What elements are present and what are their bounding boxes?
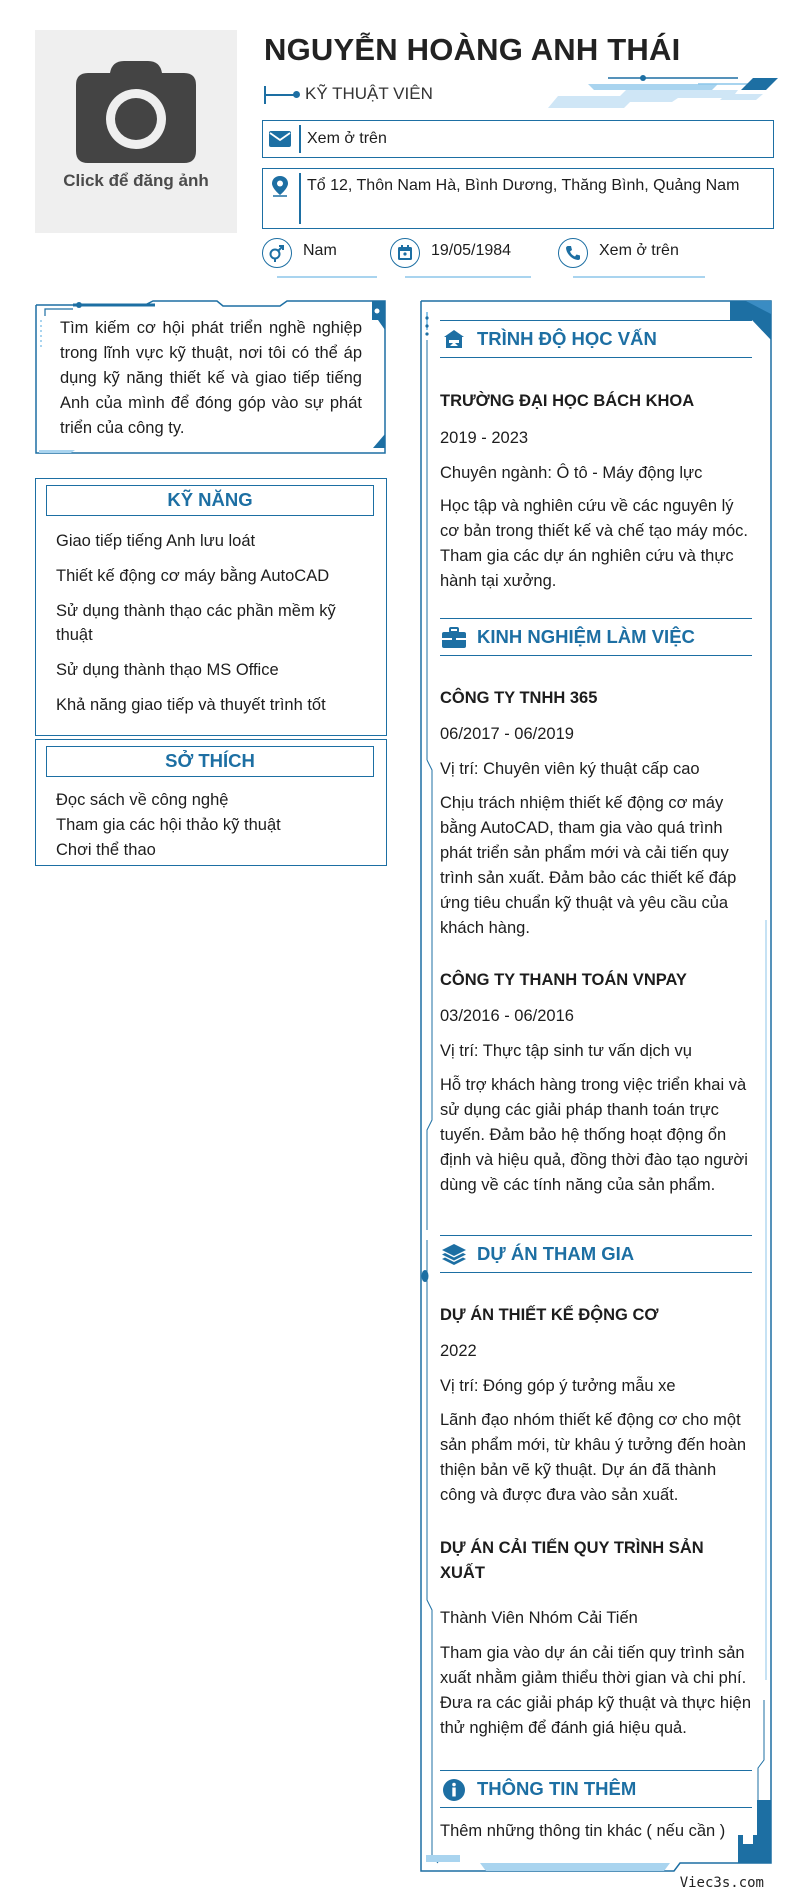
education-major: Chuyên ngành: Ô tô - Máy động lực <box>440 464 703 482</box>
job-description: Hỗ trợ khách hàng trong việc triển khai và sử dụng các giải pháp thanh toán trực tuyến. Đảm bảo hệ thống hoạt động ổn định và hiệu quả, đồng thời đào tạo người dùng về các tính năng của sản phẩm. <box>440 1076 748 1194</box>
gender-value: Nam <box>303 242 337 259</box>
education-description: Học tập và nghiên cứu về các nguyên lý cơ bản trong thiết kế và chế tạo máy móc. Tham gia các dự án nghiên cứu và thực hành tại xưởng. <box>440 497 748 590</box>
skill-item: Thiết kế động cơ máy bằng AutoCAD <box>56 567 330 585</box>
skills-heading: KỸ NĂNG <box>46 485 374 516</box>
education-title: TRÌNH ĐỘ HỌC VẤN <box>477 328 657 349</box>
phone-icon <box>564 244 582 262</box>
job-company: CÔNG TY THANH TOÁN VNPAY <box>440 971 687 989</box>
briefcase-icon <box>441 626 467 650</box>
hobbies-heading: SỞ THÍCH <box>46 746 374 777</box>
job-description: Chịu trách nhiệm thiết kế động cơ máy bằng AutoCAD, tham gia vào quá trình phát triển sản phẩm mới và cải tiến quy trình sản xuất. Đảm bảo các thiết kế đáp ứng tiêu chuẩn kỹ thuật và yêu cầu của khách hàng. <box>440 794 737 937</box>
dob-value: 19/05/1984 <box>431 242 512 259</box>
job-company: CÔNG TY TNHH 365 <box>440 689 598 707</box>
gender-icon <box>268 244 286 262</box>
education-header <box>440 320 752 358</box>
graduation-cap-icon <box>441 328 467 352</box>
map-pin-icon <box>269 175 291 197</box>
info-icon <box>441 1778 467 1802</box>
career-objective: Tìm kiếm cơ hội phát triển nghề nghiệp trong lĩnh vực kỹ thuật, nơi tôi có thể áp dụng kỹ năng thiết kế và giao tiếp tiếng Anh của mình để đóng góp vào sự phát triển của công ty. <box>60 319 362 437</box>
camera-icon <box>76 59 196 163</box>
photo-placeholder[interactable] <box>35 30 237 233</box>
address-row <box>262 168 774 229</box>
job-title: KỸ THUẬT VIÊN <box>305 84 433 103</box>
skills-list <box>56 529 372 728</box>
hobbies-list <box>56 788 281 863</box>
hobby-item: Chơi thể thao <box>56 841 156 859</box>
projects-header <box>440 1235 752 1273</box>
calendar-icon <box>396 244 414 262</box>
phone-value: Xem ở trên <box>599 242 679 259</box>
project-role: Vị trí: Đóng góp ý tưởng mẫu xe <box>440 1377 676 1395</box>
job-period: 06/2017 - 06/2019 <box>440 725 574 743</box>
watermark[interactable]: Viec3s.com <box>679 1875 764 1891</box>
photo-caption: Click để đăng ảnh <box>63 171 209 190</box>
envelope-icon <box>269 128 291 150</box>
job-period: 03/2016 - 06/2016 <box>440 1007 574 1025</box>
project-description: Tham gia vào dự án cải tiến quy trình sản xuất nhằm giảm thiểu thời gian và chi phí. Đưa ra các giải pháp kỹ thuật và thực hiện thử nghiệm để đánh giá hiệu quả. <box>440 1644 752 1737</box>
address-value: Tổ 12, Thôn Nam Hà, Bình Dương, Thăng Bình, Quảng Nam <box>307 177 740 194</box>
projects-title: DỰ ÁN THAM GIA <box>477 1243 635 1264</box>
header-decoration <box>548 74 780 116</box>
email-row <box>262 120 774 158</box>
project-name: DỰ ÁN THIẾT KẾ ĐỘNG CƠ <box>440 1306 659 1324</box>
hobby-item: Đọc sách về công nghệ <box>56 791 229 809</box>
education-period: 2019 - 2023 <box>440 429 529 447</box>
additional-info-header <box>440 1770 752 1808</box>
experience-title: KINH NGHIỆM LÀM VIỆC <box>477 626 695 647</box>
project-year: 2022 <box>440 1342 477 1360</box>
school-name: TRƯỜNG ĐẠI HỌC BÁCH KHOA <box>440 392 695 410</box>
project-role: Thành Viên Nhóm Cải Tiến <box>440 1609 638 1627</box>
hobby-item: Tham gia các hội thảo kỹ thuật <box>56 816 281 834</box>
experience-header <box>440 618 752 656</box>
skill-item: Giao tiếp tiếng Anh lưu loát <box>56 532 256 550</box>
job-position: Vị trí: Thực tập sinh tư vấn dịch vụ <box>440 1042 692 1060</box>
skill-item: Khả năng giao tiếp và thuyết trình tốt <box>56 696 326 714</box>
skill-item: Sử dụng thành thạo các phần mềm kỹ thuật <box>56 602 336 644</box>
hobbies-section <box>35 739 387 866</box>
project-description: Lãnh đạo nhóm thiết kế động cơ cho một sản phẩm mới, từ khâu ý tưởng đến hoàn thiện bản vẽ kỹ thuật. Dự án đã thành công và được đưa vào sản xuất. <box>440 1411 747 1504</box>
skills-section <box>35 478 387 736</box>
job-position: Vị trí: Chuyên viên ký thuật cấp cao <box>440 760 700 778</box>
full-name: NGUYỄN HOÀNG ANH THÁI <box>264 32 681 67</box>
email-value: Xem ở trên <box>307 130 387 147</box>
skill-item: Sử dụng thành thạo MS Office <box>56 661 279 679</box>
additional-info-text: Thêm những thông tin khác ( nếu cần ) <box>440 1822 726 1840</box>
layers-icon <box>441 1243 467 1267</box>
additional-info-title: THÔNG TIN THÊM <box>477 1778 637 1799</box>
project-name: DỰ ÁN CẢI TIẾN QUY TRÌNH SẢN XUẤT <box>440 1539 704 1582</box>
